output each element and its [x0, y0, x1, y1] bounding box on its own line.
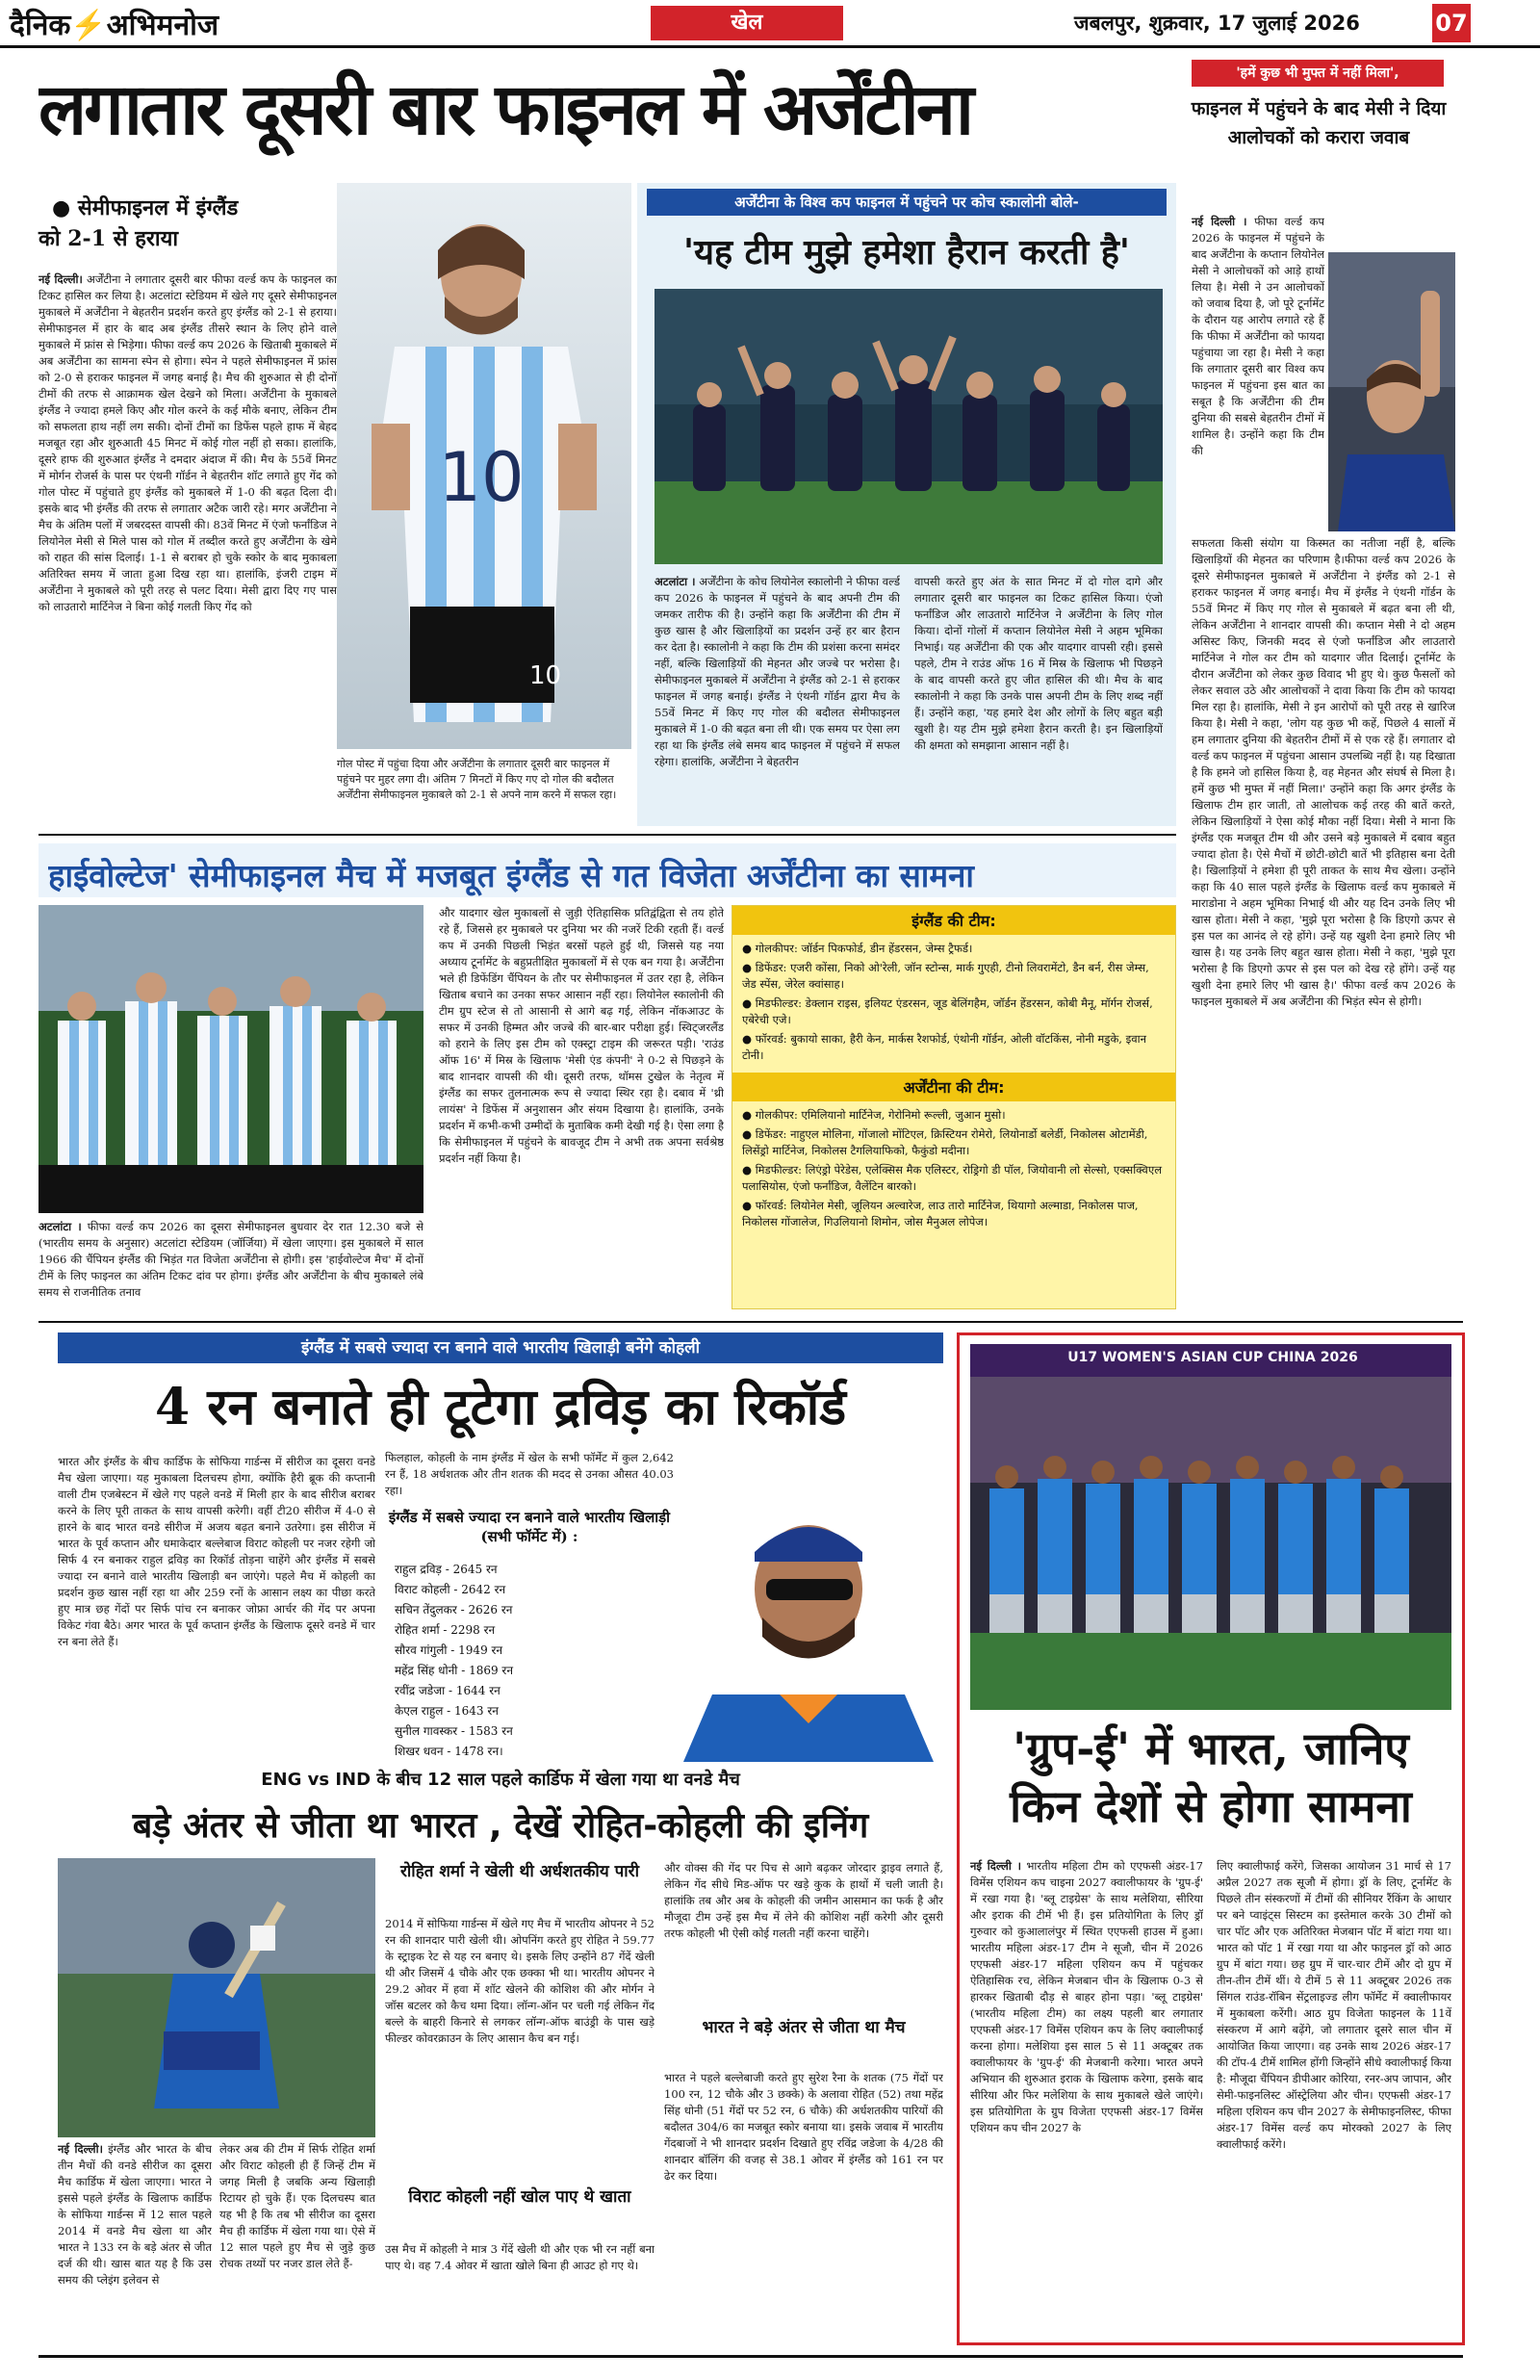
kohli-portrait-photo	[674, 1473, 943, 1762]
england-defenders: ● डिफेंडर: एजरी कोंसा, निको ओ'रेली, जॉन स्टोन्स, मार्क गुएही, टीनो लिवरामेंटो, डैन बर्न, रीस जेम्स, जेड स्पेंस, जेरेल क्वांसाह।	[742, 961, 1149, 991]
record-row: सचिन तेंदुलकर - 2626 रन	[395, 1603, 513, 1617]
argentina-squad-title: अर्जेंटीना की टीम:	[732, 1073, 1175, 1101]
rohit-subhead-1: रोहित शर्मा ने खेली थी अर्धशतकीय पारी	[399, 1862, 640, 1881]
asian-cup-headline-line-1: 'ग्रुप-ई' में भारत, जानिए	[1013, 1722, 1409, 1774]
record-row: विराट कोहली - 2642 रन	[395, 1583, 506, 1596]
argentina-team-photo	[38, 905, 424, 1213]
england-squad-title: इंग्लैंड की टीम:	[732, 906, 1175, 935]
rohit-subhead-3: भारत ने बड़े अंतर से जीता था मैच	[702, 2018, 906, 2037]
argentina-squad-list	[732, 1101, 1175, 1239]
coach-story-headline: 'यह टीम मुझे हमेशा हैरान करती है'	[683, 232, 1130, 272]
kohli-story-col2: फिलहाल, कोहली के नाम इंग्लैंड में खेल के सभी फॉर्मेट में कुल 2,642 रन हैं, 18 अर्धशतक और तीन शतक की मदद से उनका औसत 40.03 रहा।	[385, 1451, 674, 1497]
kohli-story-col1: भारत और इंग्लैंड के बीच कार्डिफ के सोफिया गार्डन्स में सीरीज का दूसरा वनडे मैच खेला जाएगा। यह मुकाबला दिलचस्प होगा, क्योंकि हैरी ब्रूक की कप्तानी वाली टीम एजबेस्टन में खेले गए पहले वनडे में मिली हार के बाद सीरीज बराबर करने के लिए पूरी ताकत के साथ वापसी करेगी। वहीं टी20 सीरीज में 4-0 से हारने के बाद भारत वनडे सीरीज में अजय बढ़त बनाने उतरेगा। इस सीरीज में भारत के पूर्व कप्तान और धमाकेदार बल्लेबाज विराट कोहली पर नजर रहेगी जो सिर्फ 4 रन बनाकर राहुल द्रविड़ का रिकॉर्ड तोड़ना चाहेंगे और इंग्लैंड में सबसे ज्यादा रन बनाने वाले भारतीय खिलाड़ी बन जाएंगे। पहले मैच में कोहली का प्रदर्शन कुछ खास नहीं रहा था और 259 रनों के आसान लक्ष्य का पीछा करते हुए मात्र छह गेंदों पर सिर्फ पांच रन बनाकर जोफ्रा आर्चर की गेंद पर अपना विकेट गंवा बैठे। अगर भारत के पूर्व कप्तान इंग्लैंड के खिलाफ दूसरे वनडे में चार रन बना लेते हैं।	[58, 1455, 375, 1648]
issue-dateline: जबलपुर, शुक्रवार, 17 जुलाई 2026	[1074, 12, 1360, 35]
section-label: खेल	[651, 6, 843, 40]
rohit-story-col2b: उस मैच में कोहली ने मात्र 3 गेंदें खेली थी और एक भी रन नहीं बना पाए थे। वह 7.4 ओवर में खाता खोले बिना ही आउट हो गए थे।	[385, 2242, 654, 2272]
record-row: सौरव गांगुली - 1949 रन	[395, 1643, 503, 1657]
messi-story-kicker: 'हमें कुछ भी मुफ्त में नहीं मिला',	[1192, 60, 1444, 87]
squads-box	[732, 905, 1176, 1309]
asian-cup-col2: लिए क्वालीफाई करेंगे, जिसका आयोजन 31 मार्च से 17 अप्रैल 2027 तक सूजौ में होगा। ड्रॉ के लिए, टूर्नामेंट के पिछले तीन संस्करणों में टीमों की सीनियर रैंकिंग के आधार पर बने प्वाइंट्स सिस्टम का इस्तेमाल करके 30 टीमों को चार पॉट और एक अतिरिक्त मेजबान पॉट में बांटा गया था। भारत को पॉट 1 में रखा गया था और फाइनल ड्रॉ को आठ ग्रुप में बांटा गया। छह ग्रुप में चार-चार टीमें और दो ग्रुप में तीन-तीन टीमें थीं। ये टीमें 5 से 11 अक्टूबर 2026 तक सिंगल राउंड-रॉबिन सेंट्रलाइज्ड लीग फॉर्मेट में क्वालीफायर में मुकाबला करेंगी। आठ ग्रुप विजेता फाइनल के 11वें संस्करण में आगे बढ़ेंगे, जो लगातार दूसरे साल चीन में आयोजित किया जाएगा। वह उनके साथ 2026 अंडर-17 की टॉप-4 टीमें शामिल होंगी जिन्होंने सीधे क्वालीफाई किया है: मौजूदा चैंपियन डीपीआर कोरिया, रनर-अप जापान, और सेमी-फाइनलिस्ट ऑस्ट्रेलिया और चीन। एएफसी अंडर-17 महिला एशियन कप चीन 2027 के सेमीफाइनलिस्ट, फीफा अंडर-17 विमेंस वर्ल्ड कप मोरक्को 2027 के लिए क्वालीफाई करेंगे।	[1217, 1859, 1451, 2151]
record-row: महेंद्र सिंह धोनी - 1869 रन	[395, 1664, 514, 1677]
kohli-records-list	[395, 1560, 606, 1762]
rohit-story-col3b: भारत ने पहले बल्लेबाजी करते हुए सुरेश रैना के शतक (75 गेंदों पर 100 रन, 12 चौके और 3 छक्के) के अलावा रोहित (52) तथा महेंद्र सिंह धोनी (51 गेंदों पर 52 रन, 6 चौके) की अर्धशतकीय पारियों की बदौलत 304/6 का मजबूत स्कोर बनाया था। इसके जवाब में भारतीय गेंदबाजों ने भी शानदार प्रदर्शन दिखाते हुए रविंद्र जडेजा के 4/28 की शानदार बॉलिंग की वजह से 38.1 ओवर में इंग्लैंड को 161 रन पर ढेर कर दिया।	[664, 2071, 943, 2183]
rohit-story-kicker: ENG vs IND के बीच 12 साल पहले कार्डिफ में खेला गया था वनडे मैच	[261, 1770, 740, 1790]
coach-story-col2: वापसी करते हुए अंत के सात मिनट में दो गोल दागे और लगातार दूसरी बार फाइनल का टिकट हासिल किया। एंजो फर्नांडिज और लाउतारो मार्टिनेज ने अर्जेंटीना के लिए गोल किया। दोनों गोलों में कप्तान लियोनेल मेसी ने अहम भूमिका निभाई। यह अर्जेंटीना की एक और यादगार वापसी रही। इससे पहले, टीम ने राउंड ऑफ 16 में मिस्र के खिलाफ भी पिछड़ने के बाद वापसी करते हुए जीत हासिल की थी। मैच के बाद स्कालोनी ने कहा कि उनके पास अपनी टीम के लिए शब्द नहीं हैं। उन्होंने कहा, 'यह हमारे देश और लोगों के लिए बहुत बड़ी खुशी है। यह टीम मुझे हमेशा हैरान करती है। इन खिलाड़ियों की क्षमता को समझाना आसान नहीं है।	[914, 575, 1163, 752]
lead-body-text: अर्जेंटीना ने लगातार दूसरी बार फीफा वर्ल्ड कप के फाइनल का टिकट हासिल कर लिया है। अटलांटा स्टेडियम में खेले गए दूसरे सेमीफाइनल मुकाबले में अर्जेंटीना ने बेहतरीन प्रदर्शन करते हुए इंग्लैंड को 2-1 से हराया। सेमीफाइनल में हार के बाद अब इंग्लैंड तीसरे स्थान के लिए होने वाले मुकाबले में फ्रांस से भिड़ेगा। फीफा वर्ल्ड कप 2026 के खिताबी मुकाबले में अब अर्जेंटीना का सामना स्पेन से होगा। स्पेन ने पहले सेमीफाइनल में फ्रांस को 2-0 से हराकर फाइनल में जगह बनाई है। मैच की शुरुआत से ही दोनों टीमों की तरफ से आक्रामक खेल देखने को मिला। अर्जेंटीना के मुकाबले इंग्लैंड ने ज्यादा हमले किए और गोल करने के कई मौके बनाए, लेकिन टीम को सफलता हाथ नहीं लग सकी। दोनों टीमों का डिफेंस पहले हाफ में बेहद मजबूत रहा और शुरुआती 45 मिनट में कोई गोल नहीं हो सका। हालांकि, दूसरे हाफ की शुरुआत इंग्लैंड ने दमदार अंदाज में की। मैच के 55वें मिनट में मोर्गन रोजर्स के पास पर एंथनी गॉर्डन ने बेहतरीन शॉट लगाते हुए गेंद को गोल पोस्ट में पहुंचाते हुए इंग्लैंड को मुकाबले में 1-0 की बढ़त दिला दी। इसके बाद भी इंग्लैंड की तरफ से लगातार अटैक जारी रहे। मगर अर्जेंटीना ने मैच के अंतिम पलों में जबरदस्त वापसी की। 83वें मिनट में एंजो फर्नांडिज ने लियोनेल मेसी से मिले पास को गोल में तब्दील करते हुए अर्जेंटीना के खेमे को राहत की सांस दिलाई। 1-1 से बराबर हो चुके स्कोर के बाद मुकाबला अतिरिक्त समय में जाता हुआ दिख रहा था। हालांकि, इंजरी टाइम में अर्जेंटीना ने मुकाबले को पूरी तरह से पलट दिया। मेसी द्वारा दिए गए पास को लाउतारो मार्टिनेज ने बिना कोई गलती किए गेंद को	[38, 272, 337, 613]
argentina-forwards: ● फॉरवर्ड: लियोनेल मेसी, जूलियन अल्वारेज, लाउ तारो मार्टिनेज, थियागो अल्माडा, निकोलस पाज, निकोलस गोंजालेज, गिउलियानो शिमोन, जोस मैनुअल लोपेज।	[742, 1199, 1139, 1229]
kohli-story-headline: 4 रन बनाते ही टूटेगा द्रविड़ का रिकॉर्ड	[154, 1378, 847, 1436]
record-row: सुनील गावस्कर - 1583 रन	[395, 1724, 513, 1738]
asian-cup-headline-line-2: किन देशों से होगा सामना	[1010, 1780, 1412, 1832]
messi-story-headline: फाइनल में पहुंचने के बाद मेसी ने दिया आलोचकों को करारा जवाब	[1191, 98, 1447, 148]
lead-subhead	[38, 193, 337, 254]
argentina-defenders: ● डिफेंडर: नाहुएल मोलिना, गोंजालो मोंटिएल, क्रिस्टियन रोमेरो, लियोनार्डो बलेर्डी, निकोलस ओटामेंडी, लिसेंड्रो मार्टिनेज, निकोलस टैगलियाफिको, फैकुंडो मदीना।	[742, 1127, 1148, 1157]
svg-text:10: 10	[529, 661, 562, 690]
argentina-midfielders: ● मिडफील्डर: लिएंड्रो पेरेडेस, एलेक्सिस मैक एलिस्टर, रोड्रिगो डी पॉल, जियोवानी लो सेल्सो, एक्सक्विएल पलासियोस, एंजो फर्नांडिज, वैलेंटिन बारको।	[742, 1163, 1162, 1193]
section-rule-2	[38, 1321, 1463, 1323]
record-row: शिखर धवन - 1478 रन।	[395, 1745, 503, 1758]
england-midfielders: ● मिडफील्डर: डेक्लान राइस, इलियट एंडरसन, जूड बेलिंगहैम, जॉर्डन हेंडरसन, कोबी मैनू, मॉर्गन रोजर्स, एबेरेची एजे।	[742, 996, 1153, 1026]
messi-story-body-wrap-text: फीफा वर्ल्ड कप 2026 के फाइनल में पहुंचने के बाद अर्जेंटीना के कप्तान लियोनेल मेसी ने आलोचकों को आड़े हाथों लिया है। मेसी ने उन आलोचकों को जवाब दिया है, जो पूरे टूर्नामेंट के दौरान यह आरोप लगाते रहे हैं कि फीफा में अर्जेंटीना को फायदा पहुंचाया जा रहा है। मेसी ने कहा कि लगातार दूसरी बार विश्व कप फाइनल में पहुंचना इस बात का सबूत है कि अर्जेंटीना की टीम दुनिया की सबसे बेहतरीन टीमों में शामिल है। उन्होंने कहा कि टीम की	[1192, 215, 1324, 457]
lead-headline: लगातार दूसरी बार फाइनल में अर्जेंटीना	[38, 68, 972, 151]
newspaper-logo: दैनिक⚡अभिमनोज	[10, 9, 219, 42]
argentina-celebration-photo	[654, 289, 1163, 564]
coach-story-dateline: अटलांटा ।	[654, 575, 696, 588]
kohli-records-title: इंग्लैंड में सबसे ज्यादा रन बनाने वाले भारतीय खिलाड़ी (सभी फॉर्मेट में) :	[388, 1509, 671, 1545]
semifinal-column-body: और यादगार खेल मुकाबलों से जुड़ी ऐतिहासिक प्रतिद्वंद्विता से तय होते रहे हैं, जिससे हर मुकाबले पर दुनिया भर की नजरें टिकी रहती हैं। वर्ल्ड कप में उनकी पिछली भिड़ंत बरसों पहले हुई थी, जिससे यह नया अध्याय टूर्नामेंट के बहुप्रतीक्षित मुकाबलों में से एक बन गया है। अर्जेंटीना भले ही डिफेंडिंग चैंपियन के तौर पर सेमीफाइनल में उतर रहा है, लेकिन खिताब बचाने का उनका सफर आसान नहीं रहा। लियोनेल स्कालोनी की टीम ग्रुप स्टेज से तो आसानी से आगे बढ़ गई, लेकिन नॉकआउट के सफर में उनकी हिम्मत और जज्बे की बार-बार परीक्षा हुई। स्विट्जरलैंड को हराने के लिए इस टीम को एक्स्ट्रा टाइम की जरूरत पड़ी। 'राउंड ऑफ 16' में मिस्र के खिलाफ 'मेसी एंड कंपनी' ने 0-2 से पिछड़ने के बाद शानदार वापसी की थी। दूसरी तरफ, थॉमस टुखेल के नेतृत्व में इंग्लैंड का सफर तुलनात्मक रूप से ज्यादा स्थिर रहा है। दबाव में 'थ्री लायंस' ने डिफेंस में अनुशासन और संयम दिखाया है। हालांकि, उनके प्रदर्शन में कभी-कभी उम्मीदों के मुताबिक कमी देखी गई है। ऐसा लगा है कि सेमीफाइनल में पहुंचने के बावजूद टीम ने अभी तक अपना सर्वश्रेष्ठ प्रदर्शन नहीं किया है।	[439, 906, 724, 1165]
record-row: रोहित शर्मा - 2298 रन	[395, 1623, 496, 1637]
rohit-subhead-2: विराट कोहली नहीं खोल पाए थे खाता	[408, 2187, 631, 2207]
logo-word-2: अभिमनोज	[106, 9, 219, 42]
section-rule	[38, 834, 1176, 836]
argentina-goalkeepers: ● गोलकीपर: एमिलियानो मार्टिनेज, गेरोनिमो रूल्ली, जुआन मुसो।	[742, 1108, 1006, 1122]
rohit-story-col3a: और वोक्स की गेंद पर पिच से आगे बढ़कर जोरदार ड्राइव लगाते हैं, लेकिन गेंद सीधे मिड-ऑफ पर खड़े कुक के हाथों में चली जाती है। हालांकि तब और अब के कोहली की जमीन आसमान का फर्क है और मौजूदा टीम उन्हें इस मैच में लेने की कोशिश नहीं करेगी और दूसरी तरफ कोहली भी ऐसी कोई गलती नहीं करना चाहेंगे।	[664, 1861, 943, 1940]
rohit-story-col1-text: इंग्लैंड और भारत के बीच तीन मैचों की वनडे सीरीज का दूसरा मैच कार्डिफ में खेला जाएगा। भारत ने इससे पहले इंग्लैंड के खिलाफ कार्डिफ के सोफिया गार्डन्स में 12 साल पहले 2014 में वनडे मैच खेला था और भारत ने 133 रन के बड़े अंतर से जीत दर्ज की थी। खास बात यह है कि उस समय की प्लेइंग इलेवन से	[58, 2142, 212, 2287]
messi-story-body-wrap	[1192, 214, 1324, 531]
england-goalkeepers: ● गोलकीपर: जॉर्डन पिकफोर्ड, डीन हेंडरसन, जेम्स ट्रैफर्ड।	[742, 942, 973, 955]
asian-cup-banner: U17 WOMEN'S ASIAN CUP CHINA 2026	[1067, 1350, 1358, 1365]
record-row: केएल राहुल - 1643 रन	[395, 1704, 499, 1718]
messi-story-dateline: नई दिल्ली ।	[1192, 215, 1247, 228]
lead-photo-caption: गोल पोस्ट में पहुंचा दिया और अर्जेंटीना के लगातार दूसरी बार फाइनल में पहुंचने पर मुहर लगा दी। अंतिम 7 मिनटों में किए गए दो गोल की बदौलत अर्जेंटीना सेमीफाइनल मुकाबले को 2-1 से अपने नाम करने में सफल रहा।	[337, 758, 617, 801]
lead-body	[38, 272, 337, 780]
record-row: रवींद्र जडेजा - 1644 रन	[395, 1684, 500, 1697]
footer-rule	[38, 2355, 1463, 2358]
semifinal-dateline: अटलांटा ।	[38, 1220, 82, 1233]
rohit-story-col1	[58, 2141, 212, 2343]
page-number: 07	[1432, 4, 1471, 42]
record-row: राहुल द्रविड़ - 2645 रन	[395, 1563, 498, 1576]
lead-dateline: नई दिल्ली।	[38, 272, 83, 286]
rohit-batting-photo	[58, 1858, 375, 2137]
asian-cup-col1-text: भारतीय महिला टीम को एएफसी अंडर-17 विमेंस एशियन कप चाइना 2027 क्वालीफायर के 'ग्रुप-ई' में रखा गया है। 'ब्लू टाइग्रेस' के साथ मलेशिया, सीरिया और इराक की टीमें भी हैं। इस प्रतियोगिता के लिए ड्रॉ गुरुवार को कुआलालंपुर में स्थित एएफसी हाउस में हुआ। भारतीय महिला अंडर-17 टीम ने सूजौ, चीन में 2026 एएफसी अंडर-17 महिला एशियन कप में पहुंचकर ऐतिहासिक रच, लेकिन मेजबान चीन के खिलाफ 0-3 से हारकर खिताबी दौड़ से बाहर होना पड़ा। 'ब्लू टाइग्रेस' (भारतीय महिला टीम) का लक्ष्य पहली बार लगातार एएफसी अंडर-17 विमेंस एशियन कप के लिए क्वालीफाई करना होगा। मलेशिया इस साल 5 से 11 अक्टूबर तक क्वालीफायर के 'ग्रुप-ई' की मेजबानी करेगा। भारत अपने अभियान की शुरुआत इराक के खिलाफ करेगा, इसके बाद सीरिया और फिर मलेशिया के साथ मुकाबले खेले जाएंगे। इस प्रतियोगिता के ग्रुप विजेता एएफसी अंडर-17 विमेंस एशियन कप चीन 2027 के	[970, 1859, 1203, 2134]
rohit-story-col1b: लेकर अब की टीम में सिर्फ रोहित शर्मा और विराट कोहली ही हैं जिन्हें टीम में जगह मिली है जबकि अन्य खिलाड़ी रिटायर हो चुके हैं। एक दिलचस्प बात यह भी है कि तब भी सीरीज का दूसरा मैच ही कार्डिफ में खेला गया था। ऐसे में 12 साल पहले हुए मैच से जुड़े कुछ रोचक तथ्यों पर नजर डाल लेते हैं-	[219, 2142, 375, 2270]
rohit-story-col2a: 2014 में सोफिया गार्डन्स में खेले गए मैच में भारतीय ओपनर ने 52 रन की शानदार पारी खेली थी। ओपनिंग करते हुए रोहित ने 59.77 के स्ट्राइक रेट से यह रन बनाए थे। इसके लिए उन्होंने 87 गेंदें खेली थी और जिसमें 4 चौके और एक छक्का भी था। भारतीय ओपनर ने 29.2 ओवर में हवा में शॉट खेलने की कोशिश की और मोर्गन ने जॉस बटलर को कैच थमा दिया। लॉन्ग-ऑन पर चली गई लेकिन गेंद बल्ले के बाहरी किनारे से लगकर लॉन्ग-ऑफ बाउंड्री के पास खड़े फील्डर कोवरक्राउन के लिए आसान कैच बन गई।	[385, 1917, 654, 2045]
messi-story-body: सफलता किसी संयोग या किस्मत का नतीजा नहीं है, बल्कि खिलाड़ियों की मेहनत का परिणाम है।फीफा वर्ल्ड कप 2026 के दूसरे सेमीफाइनल मुकाबले में अर्जेंटीना ने इंग्लैंड को 2-1 से हराकर फाइनल में जगह बनाई। मैच में इंग्लैंड ने एंथनी गॉर्डन के 55वें मिनट में किए गए गोल से मुकाबले में बढ़त बना ली थी, लेकिन अर्जेंटीना ने शानदार वापसी की। कप्तान मेसी ने दो अहम असिस्ट किए, जिनकी मदद से एंजो फर्नांडिज और लाउतारो मार्टिनेज ने गोल कर टीम को यादगार जीत दिलाई। टूर्नामेंट के दौरान अर्जेंटीना को लेकर कुछ विवाद भी हुए थे। कुछ फैसलों को लेकर सवाल उठे और आलोचकों ने दावा किया कि टीम को फायदा मिल रहा है। हालांकि, मेसी ने इन आरोपों को पूरी तरह से खारिज किया है। मेसी ने कहा, 'लोग यह कुछ भी कहें, पिछले 4 सालों में हम लगातार दुनिया की बेहतरीन टीमों में से एक रहे हैं। लगातार दो वर्ल्ड कप फाइनल में पहुंचना आसान उपलब्धि नहीं है। यह दिखाता है कि हमने जो हासिल किया है, वह मेहनत और संघर्ष से मिला है। हमें कुछ भी मुफ्त में नहीं मिला।' उन्होंने कहा कि अगर इंग्लैंड के खिलाफ टीम हार जाती, तो आलोचक कई तरह की बातें करते, लेकिन खिलाड़ियों ने ऐसा कोई मौका नहीं दिया। मेसी ने माना कि इंग्लैंड एक मजबूत टीम थी और उसने बड़े मुकाबले में दबाव बहुत ज्यादा होता है। ऐसे मैचों में छोटी-छोटी बातें भी इतिहास बना देती है। खिलाड़ियों ने हमेशा ही पूरी ताकत के साथ मैच खेला। उन्होंने कहा कि 40 साल पहले इंग्लैंड के खिलाफ वर्ल्ड कप मुकाबले में माराडोना ने अहम भूमिका निभाई थी और यह दिन उनके लिए भी खास होता। मेसी ने कहा, 'मुझे पूरा भरोसा है कि डिएगो ऊपर से इस पल का आनंद ले रहे होंगे। उन्हें यह खुशी देना हमारे लिए भी खास है। यह उनके लिए बहुत खास होता। मेसी ने कहा, 'मुझे पूरा भरोसा है कि डिएगो ऊपर से इस पल को देख रहे होंगे। उन्हें यह खुशी देना हमारे लिए भी खास है।' फीफा वर्ल्ड कप 2026 के फाइनल मुकाबले में अब अर्जेंटीना की भिड़ंत स्पेन से होगी।	[1192, 536, 1455, 1008]
asian-cup-headline	[970, 1720, 1451, 1835]
messi-gesture-photo	[1328, 252, 1455, 531]
asian-cup-col1	[970, 1858, 1203, 2340]
england-squad-list	[732, 935, 1175, 1073]
messi-jersey-photo	[337, 183, 631, 749]
logo-word-1: दैनिक	[10, 9, 71, 42]
semifinal-headline: हाईवोल्टेज' सेमीफाइनल मैच में मजबूत इंग्लैंड से गत विजेता अर्जेंटीना का सामना	[48, 857, 974, 894]
asian-cup-dateline: नई दिल्ली ।	[970, 1859, 1021, 1873]
rohit-story-headline: बड़े अंतर से जीता था भारत , देखें रोहित-कोहली की इनिंग	[132, 1806, 869, 1846]
india-women-team-photo	[970, 1344, 1451, 1710]
svg-text:10: 10	[438, 438, 525, 517]
semifinal-caption-body	[38, 1219, 424, 1315]
coach-story-kicker: अर्जेंटीना के विश्व कप फाइनल में पहुंचने पर कोच स्कालोनी बोले-	[647, 189, 1167, 216]
lead-headline-wrap	[38, 58, 1174, 173]
coach-story-col1	[654, 574, 900, 815]
rohit-story-dateline: नई दिल्ली।	[58, 2142, 103, 2156]
kohli-story-kicker: इंग्लैंड में सबसे ज्यादा रन बनाने वाले भारतीय खिलाड़ी बनेंगे कोहली	[300, 1338, 701, 1358]
lead-subhead-line-1: ● सेमीफाइनल में इंग्लैंड	[52, 195, 239, 220]
coach-story-col1-text: अर्जेंटीना के कोच लियोनेल स्कालोनी ने फीफा वर्ल्ड कप 2026 के फाइनल में पहुंचने के बाद अपनी टीम की जमकर तारीफ की है। उन्होंने कहा कि अर्जेंटीना की टीम में कुछ खास है और खिलाड़ियों का प्रदर्शन उन्हें हर बार हैरान कर देता है। स्कालोनी ने कहा कि टीम की प्रशंसा करना समंदर नहीं, बल्कि खिलाड़ियों की मेहनत और जज्बे पर भरोसा है। सेमीफाइनल मुकाबले में अर्जेंटीना ने इंग्लैंड को 2-1 से हराकर फाइनल में जगह बनाई। इंग्लैंड ने एंथनी गॉर्डन द्वारा मैच के 55वें मिनट में किए गए गोल की बदौलत सेमीफाइनल मुकाबले में 1-0 की बढ़त बना ली थी। एक समय पर ऐसा लग रहा था कि इंग्लैंड लंबे समय बाद फाइनल में पहुंचने में सफल रहेगा। हालांकि, अर्जेंटीना ने बेहतरीन	[654, 575, 900, 768]
semifinal-caption-text: फीफा वर्ल्ड कप 2026 का दूसरा सेमीफाइनल बुधवार देर रात 12.30 बजे से (भारतीय समय के अनुसार) अटलांटा स्टेडियम (जॉर्जिया) में खेला जाएगा। इस मुकाबले में साल 1966 की चैंपियन इंग्लैंड की भिड़ंत गत विजेता अर्जेंटीना से होगी। इस 'हाईवोल्टेज मैच' में दोनों टीमें के लिए फाइनल का अंतिम टिकट दांव पर होगा। इंग्लैंड और अर्जेंटीना के बीच मुकाबले लंबे समय से राजनीतिक तनाव	[38, 1220, 424, 1299]
england-forwards: ● फॉरवर्ड: बुकायो साका, हैरी केन, मार्कस रैशफोर्ड, एंथोनी गॉर्डन, ओली वॉटकिंस, नोनी मडुके, इवान टोनी।	[742, 1032, 1146, 1062]
lead-subhead-line-2: को 2-1 से हराया	[38, 226, 179, 251]
